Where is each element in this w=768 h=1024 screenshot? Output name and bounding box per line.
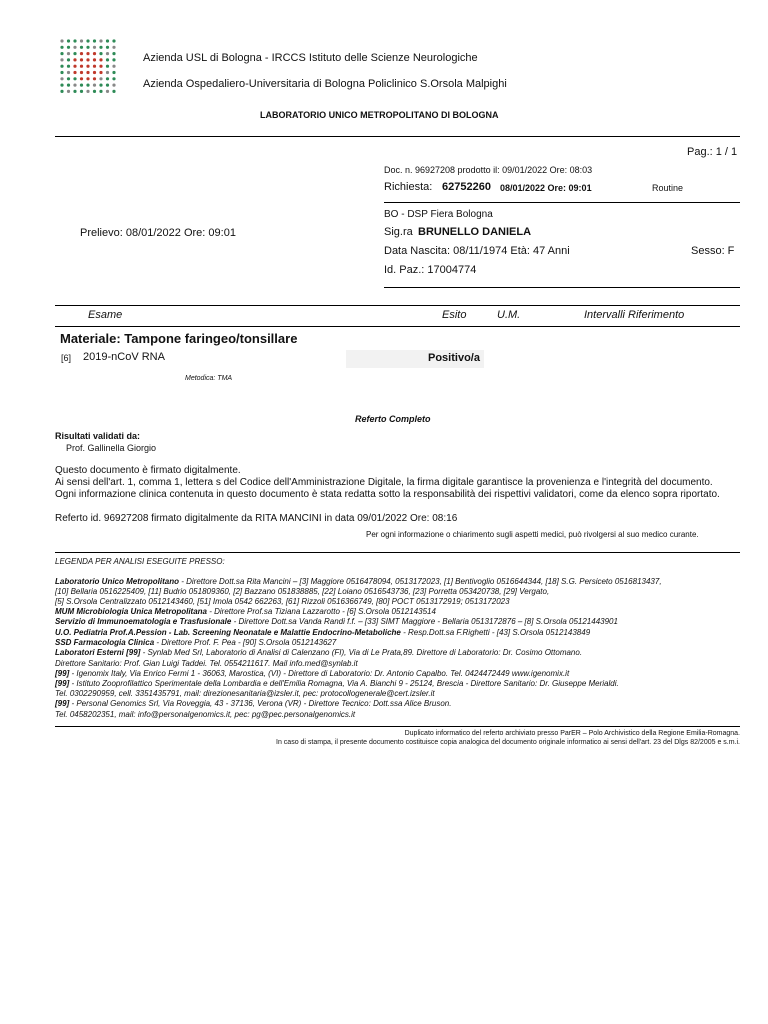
legend-line: [5] S.Orsola Centralizzato 0512143460, [51] Imola 0542 662263, [61] Rizzoli 0516366749, [80] POCT 0513172919; 0513172023 — [55, 597, 510, 606]
logo-dot — [60, 77, 63, 80]
logo-dot — [106, 84, 109, 87]
logo-dot — [112, 52, 115, 55]
logo-dot — [93, 71, 96, 74]
location: BO - DSP Fiera Bologna — [384, 209, 493, 220]
sex-info: Sesso: F — [691, 245, 735, 257]
col-header-um: U.M. — [497, 309, 521, 321]
prelievo-date: Prelievo: 08/01/2022 Ore: 09:01 — [80, 227, 236, 239]
legal-notice-1: Ai sensi dell'art. 1, comma 1, lettera s del Codice dell'Amministrazione Digitale, la firma digitale garantisce la provenienza e l'integrità del documento. — [55, 477, 713, 488]
page-number: Pag.: 1 / 1 — [687, 146, 738, 158]
logo-dot — [106, 52, 109, 55]
logo-dot — [80, 39, 83, 42]
logo-dot — [73, 39, 76, 42]
logo-dot — [93, 65, 96, 68]
logo-dot — [60, 65, 63, 68]
org-name-1: Azienda USL di Bologna - IRCCS Istituto delle Scienze Neurologiche — [143, 52, 478, 64]
logo-dot — [112, 77, 115, 80]
routine-label: Routine — [652, 183, 684, 193]
logo-dot — [86, 90, 89, 93]
logo-dot — [93, 46, 96, 49]
logo-dot — [73, 65, 76, 68]
logo-dot — [112, 58, 115, 61]
logo-dot — [73, 90, 76, 93]
logo-dot — [112, 46, 115, 49]
logo-dot — [86, 46, 89, 49]
logo-dot — [99, 84, 102, 87]
logo-dot — [99, 77, 102, 80]
logo-dot — [106, 65, 109, 68]
logo-dot — [106, 71, 109, 74]
exam-name: 2019-nCoV RNA — [83, 351, 165, 363]
legend-line: [99] - Istituto Zooprofilattico Sperimentale della Lombardia e dell'Emilia Romagna, Via A. Bianchi 9 - 25124, Brescia - Direttore Sanitario: Dr. Giuseppe Merialdi. — [55, 679, 619, 688]
patient-id: Id. Paz.: 17004774 — [384, 264, 477, 276]
logo-dot — [86, 39, 89, 42]
exam-result: Positivo/a — [428, 352, 480, 364]
referto-completo: Referto Completo — [355, 414, 431, 424]
logo-dot — [93, 52, 96, 55]
legend-line: MUM Microbiologia Unica Metropolitana - Direttore Prof.sa Tiziana Lazzarotto - [6] S.Orsola 0512143514 — [55, 607, 436, 616]
logo-dot — [93, 84, 96, 87]
logo-dot — [106, 90, 109, 93]
logo-dot — [106, 46, 109, 49]
logo-dot — [80, 71, 83, 74]
logo-dot — [80, 65, 83, 68]
logo-dot — [60, 71, 63, 74]
patient-prefix: Sig.ra — [384, 226, 413, 238]
logo-dot — [80, 52, 83, 55]
logo-dot — [112, 65, 115, 68]
logo-dot — [99, 90, 102, 93]
legend-line: Tel. 0302290959, cell. 3351435791, mail: direzionesanitaria@izsler.it, pec: protocollogenerale@cert.izsler.it — [55, 689, 435, 698]
info-notice: Per ogni informazione o chiarimento sugli aspetti medici, può rivolgersi al suo medico curante. — [366, 530, 699, 539]
legend-line: Tel. 0458202351, mail: info@personalgenomics.it, pec: pg@pec.personalgenomics.it — [55, 710, 356, 719]
legend-line: Laboratorio Unico Metropolitano - Direttore Dott.sa Rita Mancini – [3] Maggiore 0516478094, 0513172023, [1] Bentivoglio 0516644344, [18] S.G. Persiceto 0516813437, — [55, 577, 662, 586]
signature-line: Referto id. 96927208 firmato digitalmente da RITA MANCINI in data 09/01/2022 Ore: 08:16 — [55, 513, 458, 524]
logo-dot — [60, 52, 63, 55]
logo-dot — [60, 46, 63, 49]
legend-line: Servizio di Immunoematologia e Trasfusionale - Direttore Dott.sa Vanda Randi f.f. – [33] SIMT Maggiore - Bellaria 0513172876 – [8] S.Orsola 05121443901 — [55, 617, 618, 626]
legend-line: [10] Bellaria 0516225409, [11] Budrio 051809360, [2] Bazzano 051838885, [22] Loiano 0516543736, [23] Porretta 053420738, [29] Vergato, — [55, 587, 550, 596]
logo-dot — [93, 77, 96, 80]
logo-dot — [67, 58, 70, 61]
logo-dot — [80, 90, 83, 93]
footer-line-2: In caso di stampa, il presente documento costituisce copia analogica del documento originale informatico ai sensi dell'art. 23 del Dlgs 82/2005 e s.m.i. — [276, 739, 740, 746]
logo-dot — [86, 52, 89, 55]
exam-code: [6] — [61, 353, 72, 363]
logo-dot — [73, 58, 76, 61]
col-header-esame: Esame — [88, 309, 123, 321]
logo-dot — [106, 58, 109, 61]
legend-line: Direttore Sanitario: Prof. Gian Luigi Taddei. Tel. 0554211617. Mail info.med@synlab.it — [55, 659, 358, 668]
logo-dot — [80, 46, 83, 49]
patient-name: BRUNELLO DANIELA — [418, 226, 532, 238]
divider — [55, 305, 740, 306]
logo-dot — [60, 39, 63, 42]
signature-notice: Questo documento è firmato digitalmente. — [55, 465, 241, 476]
logo-dot — [86, 58, 89, 61]
logo-dot — [73, 84, 76, 87]
logo-dot — [67, 46, 70, 49]
logo-dot — [93, 58, 96, 61]
logo-dot — [86, 71, 89, 74]
divider — [55, 136, 740, 137]
col-header-esito: Esito — [442, 309, 467, 321]
logo-dot — [67, 90, 70, 93]
logo-dot — [112, 90, 115, 93]
dot-grid-logo-icon — [58, 37, 118, 95]
divider — [384, 287, 740, 288]
logo-dot — [80, 84, 83, 87]
validator-name: Prof. Gallinella Giorgio — [66, 443, 157, 453]
richiesta-number: 62752260 — [442, 181, 491, 193]
logo-dot — [67, 39, 70, 42]
divider — [384, 202, 740, 203]
logo-dot — [112, 39, 115, 42]
legend-title: LEGENDA PER ANALISI ESEGUITE PRESSO: — [55, 557, 225, 566]
logo-dot — [67, 71, 70, 74]
logo-dot — [67, 52, 70, 55]
legend-line: Laboratori Esterni [99] - Synlab Med Srl, Laboratorio di Analisi di Calenzano (FI), Via di Le Prata,89. Direttore di Laboratorio: Dr. Cosimo Ottomano. — [55, 648, 583, 657]
metodica: Metodica: TMA — [185, 375, 233, 382]
logo-dot — [73, 52, 76, 55]
logo-dot — [106, 77, 109, 80]
logo-dot — [106, 39, 109, 42]
richiesta-date: 08/01/2022 Ore: 09:01 — [500, 183, 592, 193]
footer-line-1: Duplicato informatico del referto archiviato presso ParER – Polo Archivistico della Regione Emilia-Romagna. — [404, 730, 740, 737]
validated-title: Risultati validati da: — [55, 431, 141, 441]
divider — [55, 726, 740, 727]
logo-dot — [112, 71, 115, 74]
logo-dot — [99, 71, 102, 74]
lab-title: LABORATORIO UNICO METROPOLITANO DI BOLOGNA — [260, 110, 499, 120]
logo-dot — [93, 39, 96, 42]
logo-dot — [73, 71, 76, 74]
logo-dot — [73, 46, 76, 49]
birth-info: Data Nascita: 08/11/1974 Età: 47 Anni — [384, 245, 570, 257]
logo-dot — [99, 65, 102, 68]
logo-dot — [60, 58, 63, 61]
logo-dot — [67, 65, 70, 68]
logo-dot — [99, 39, 102, 42]
doc-number: Doc. n. 96927208 prodotto il: 09/01/2022 Ore: 08:03 — [384, 165, 593, 175]
col-header-intervalli: Intervalli Riferimento — [584, 309, 685, 321]
logo-dot — [73, 77, 76, 80]
logo-dot — [99, 46, 102, 49]
logo-dot — [93, 90, 96, 93]
logo-dot — [86, 84, 89, 87]
legend-line: SSD Farmacologia Clinica - Direttore Prof. F. Pea - [90] S.Orsola 0512143627 — [55, 638, 337, 647]
logo-dot — [112, 84, 115, 87]
logo-dot — [67, 84, 70, 87]
materiale-heading: Materiale: Tampone faringeo/tonsillare — [60, 331, 298, 346]
logo-dot — [80, 58, 83, 61]
legend-line: [99] - Personal Genomics Srl, Via Roveggia, 43 - 37136, Verona (VR) - Direttore Tecnico: Dott.ssa Alice Bruson. — [55, 699, 452, 708]
logo-dot — [86, 65, 89, 68]
logo-dot — [99, 52, 102, 55]
org-name-2: Azienda Ospedaliero-Universitaria di Bologna Policlinico S.Orsola Malpighi — [143, 78, 507, 90]
logo-dot — [86, 77, 89, 80]
richiesta-label: Richiesta: — [384, 181, 433, 193]
logo-dot — [60, 90, 63, 93]
logo-dot — [99, 58, 102, 61]
divider — [55, 552, 740, 553]
logo-dot — [60, 84, 63, 87]
legend-line: U.O. Pediatria Prof.A.Pession - Lab. Screening Neonatale e Malattie Endocrino-Metaboliche - Resp.Dott.sa F.Righetti - [43] S.Orsola 0512143849 — [55, 628, 591, 637]
logo-dot — [80, 77, 83, 80]
logo-dot — [67, 77, 70, 80]
legal-notice-2: Ogni informazione clinica contenuta in questo documento è stata redatta sotto la responsabilità dei rispettivi validatori, come da elenco sopra riportato. — [55, 489, 720, 500]
legend-line: [99] - Igenomix Italy, Via Enrico Fermi 1 - 36063, Marostica, (VI) - Direttore di Laboratorio: Dr. Antonio Capalbo. Tel. 0424472449 www.igenomix.it — [55, 669, 570, 678]
divider — [55, 326, 740, 327]
